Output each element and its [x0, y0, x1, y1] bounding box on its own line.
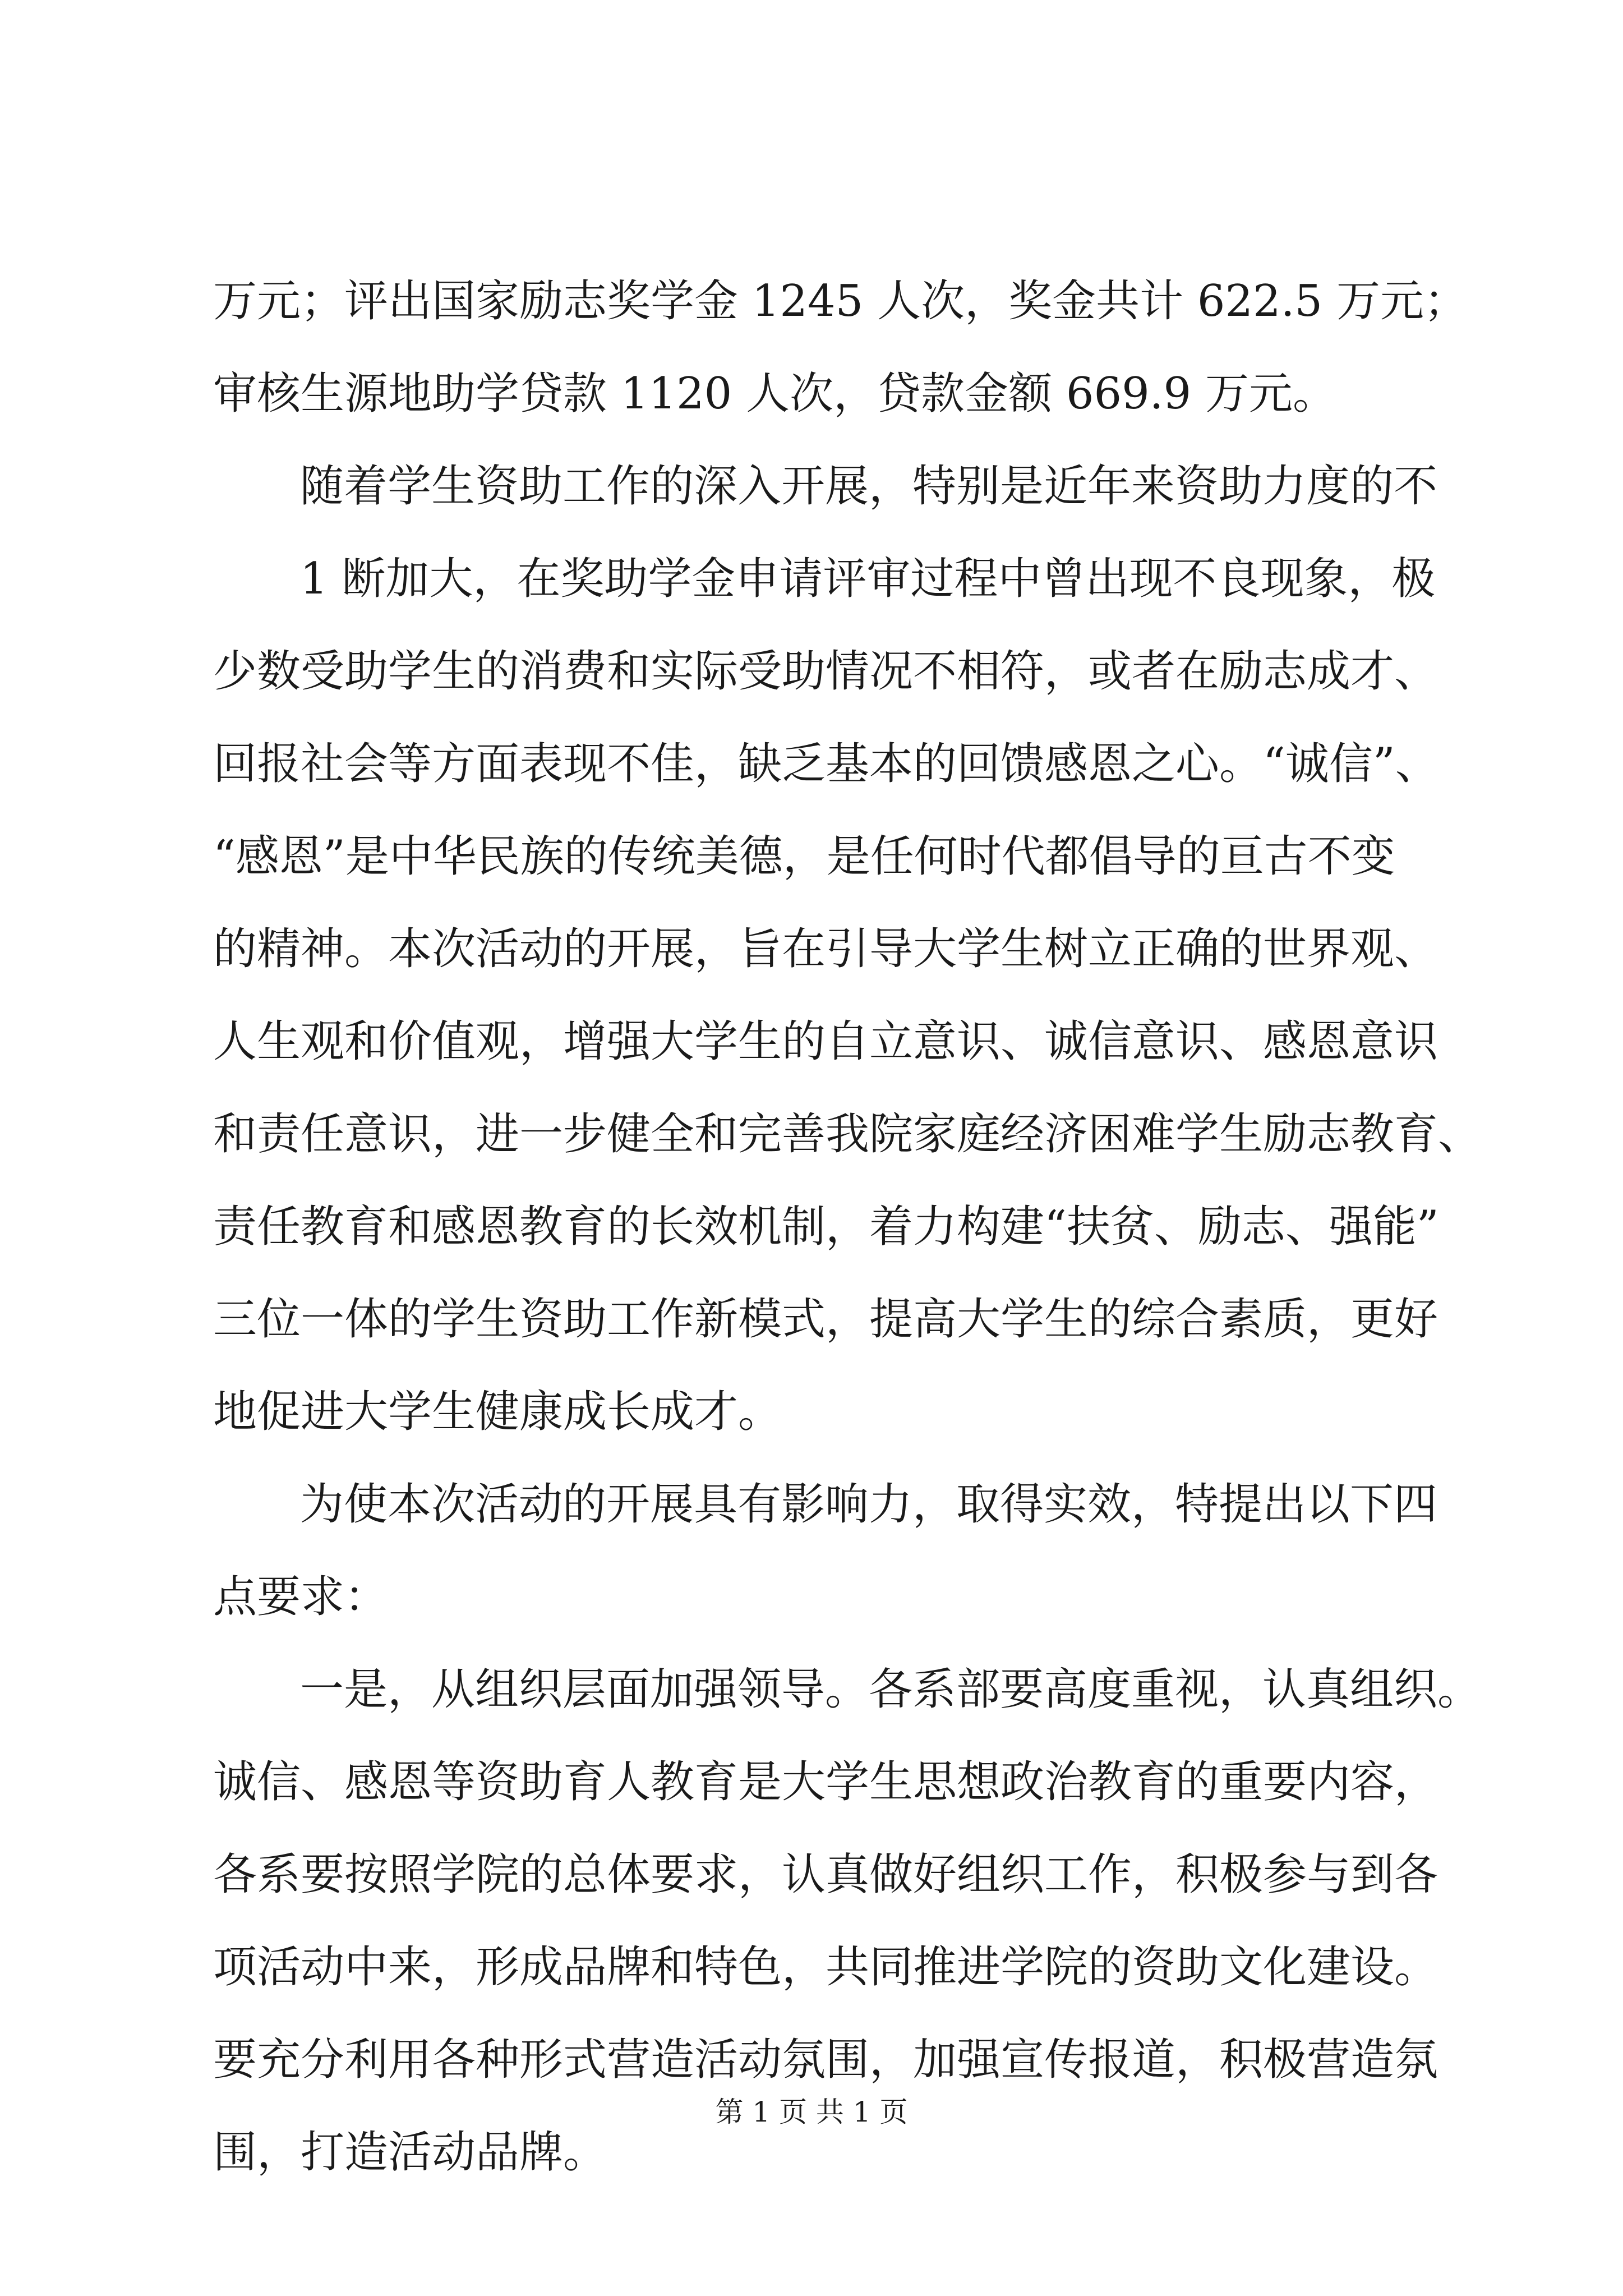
text-line: 点要求：: [213, 1572, 389, 1622]
text-line: 1 断加大，在奖助学金申请评审过程中曾出现不良现象，极: [300, 554, 1436, 604]
text-line: 人生观和价值观，增强大学生的自立意识、诚信意识、感恩意识: [213, 1016, 1438, 1067]
text-line: 诚信、感恩等资助育人教育是大学生思想政治教育的重要内容，: [213, 1757, 1438, 1807]
text-line: 项活动中来，形成品牌和特色，共同推进学院的资助文化建设。: [213, 1942, 1438, 1993]
text-line: 各系要按照学院的总体要求，认真做好组织工作，积极参与到各: [213, 1849, 1438, 1900]
text-line: 审核生源地助学贷款 1120 人次，贷款金额 669.9 万元。: [213, 369, 1336, 419]
text-line: 责任教育和感恩教育的长效机制，着力构建“扶贫、励志、强能”: [213, 1202, 1439, 1252]
page-footer: 第 1 页 共 1 页: [715, 2096, 908, 2128]
text-line: 随着学生资助工作的深入开展，特别是近年来资助力度的不: [300, 461, 1438, 512]
text-line: “感恩”是中华民族的传统美德，是任何时代都倡导的亘古不变: [213, 831, 1395, 882]
text-line: 三位一体的学生资助工作新模式，提高大学生的综合素质，更好: [213, 1294, 1438, 1345]
text-line: 万元；评出国家励志奖学金 1245 人次，奖金共计 622.5 万元；: [213, 276, 1468, 326]
text-line: 围，打造活动品牌。: [213, 2127, 607, 2178]
text-line: 要充分利用各种形式营造活动氛围，加强宣传报道，积极营造氛: [213, 2035, 1438, 2085]
text-line: 地促进大学生健康成长成才。: [213, 1387, 782, 1437]
text-line: 少数受助学生的消费和实际受助情况不相符，或者在励志成才、: [213, 646, 1438, 697]
document-body: [213, 255, 1482, 2199]
text-line: 一是，从组织层面加强领导。各系部要高度重视，认真组织。: [300, 1664, 1482, 1715]
text-line: 为使本次活动的开展具有影响力，取得实效，特提出以下四: [300, 1479, 1438, 1530]
text-line: 回报社会等方面表现不佳，缺乏基本的回馈感恩之心。“诚信”、: [213, 739, 1439, 789]
text-line: 和责任意识，进一步健全和完善我院家庭经济困难学生励志教育、: [213, 1109, 1482, 1159]
text-line: 的精神。本次活动的开展，旨在引导大学生树立正确的世界观、: [213, 924, 1438, 974]
